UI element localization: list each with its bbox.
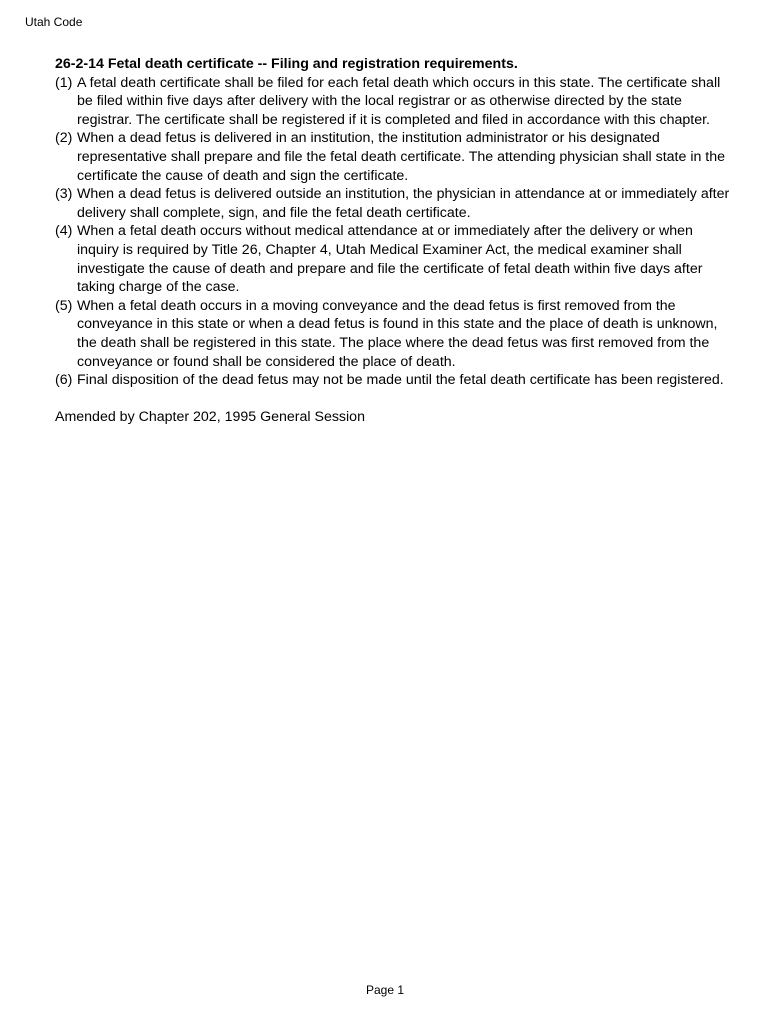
subsection-number: (4): [55, 223, 73, 240]
subsection-number: (2): [55, 130, 73, 147]
subsection-number: (6): [55, 372, 73, 389]
subsection-number: (3): [55, 186, 73, 203]
page-number: Page 1: [365, 983, 405, 997]
subsection-text: When a fetal death occurs in a moving conveyance and the dead fetus is first removed from the conveyance in this state or when a dead fetus is found in this state and the place of death is unknown, the death shall be registered in this state. The place where the dead fetus was first removed from the conveyance or found shall be considered the place of death.: [77, 297, 718, 370]
subsection-2: [55, 129, 735, 185]
subsection-6: [55, 371, 735, 390]
subsection-text: Final disposition of the dead fetus may not be made until the fetal death certificate has been registered.: [77, 372, 724, 389]
subsection-4: [55, 222, 735, 296]
code-section: [55, 55, 735, 440]
subsection-1: [55, 74, 735, 130]
subsection-text: When a dead fetus is delivered outside an institution, the physician in attendance at or immediately after delivery shall complete, sign, and file the fetal death certificate.: [77, 186, 730, 221]
subsection-number: (5): [55, 297, 73, 314]
subsection-number: (1): [55, 74, 73, 91]
subsection-5: [55, 297, 735, 371]
running-header: Utah Code: [25, 15, 83, 29]
history-note: Amended by Chapter 202, 1995 General Session: [55, 408, 365, 425]
subsection-3: [55, 185, 735, 222]
subsection-text: When a fetal death occurs without medical attendance at or immediately after the delivery or when inquiry is required by Title 26, Chapter 4, Utah Medical Examiner Act, the medical examiner shall investigate the cause of death and prepare and file the certificate of fetal death within five days after taking charge of the case.: [77, 223, 703, 296]
section-heading: 26-2-14 Fetal death certificate -- Filing and registration requirements.: [55, 56, 518, 72]
subsection-text: A fetal death certificate shall be filed for each fetal death which occurs in this state. The certificate shall be filed within five days after delivery with the local registrar or as otherwise directed by the state registrar. The certificate shall be registered if it is completed and filed in accordance with this chapter.: [77, 74, 721, 128]
subsection-text: When a dead fetus is delivered in an institution, the institution administrator or his designated representative shall prepare and file the fetal death certificate. The attending physician shall state in the certificate the cause of death and sign the certificate.: [77, 130, 726, 184]
